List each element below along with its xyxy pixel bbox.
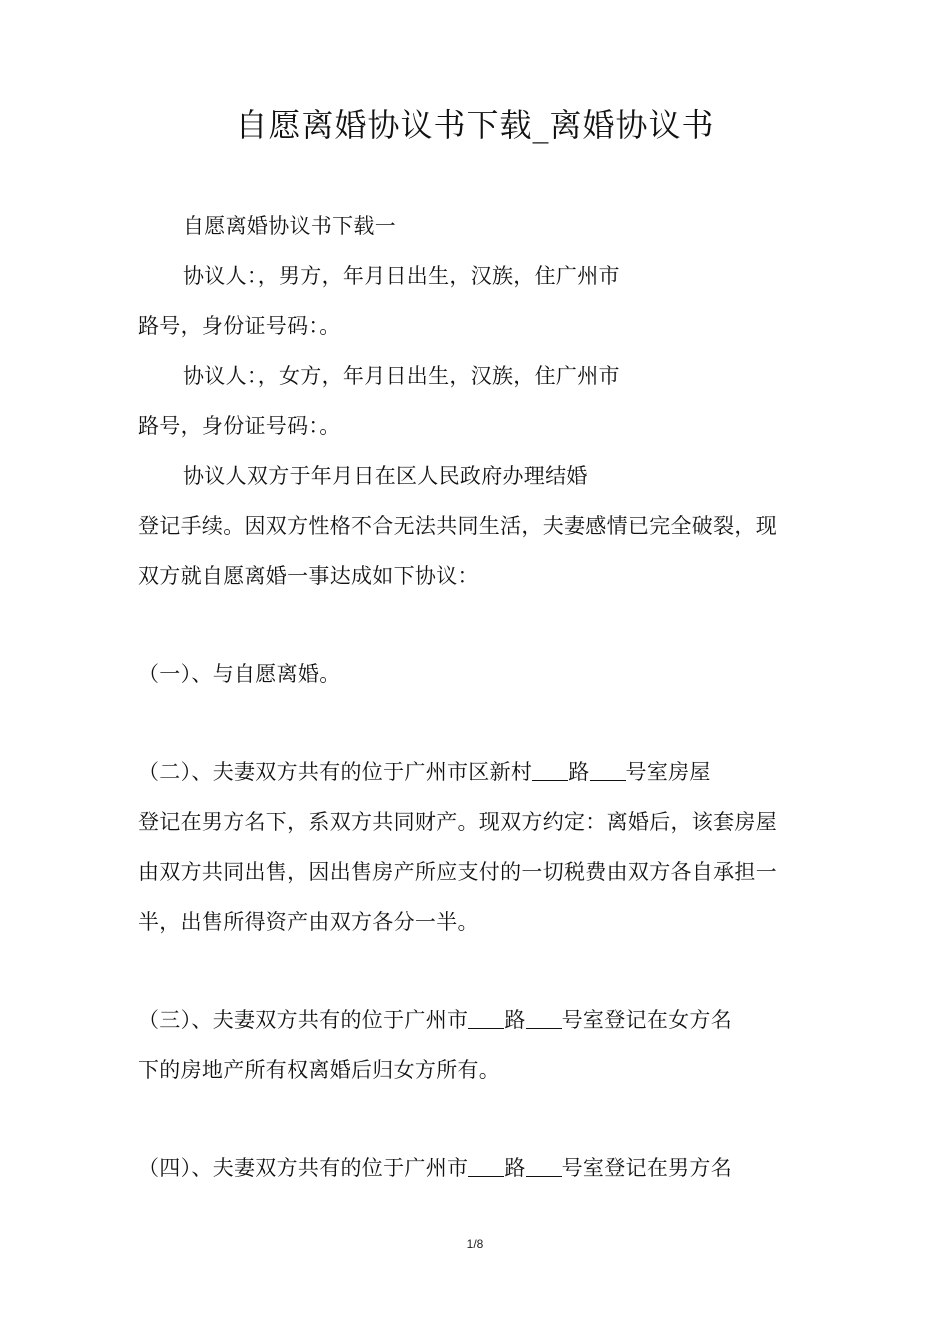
clause-2-text-road: 路 — [568, 760, 590, 784]
clause-3-text-start: （三）、夫妻双方共有的位于广州市 — [138, 1008, 469, 1032]
party-wife-address-line: 路号，身份证号码：。 — [138, 414, 341, 438]
clause-4 — [138, 1153, 732, 1183]
paragraph-line: 由双方共同出售，因出售房产所应支付的一切税费由双方各自承担一 — [138, 860, 777, 884]
clause-4-text-start: （四）、夫妻双方共有的位于广州市 — [138, 1156, 469, 1180]
clause-3-text-road: 路 — [504, 1008, 526, 1032]
blank-line — [526, 1006, 562, 1029]
paragraph-line: 半，出售所得资产由双方各分一半。 — [138, 910, 479, 934]
party-husband-line: 协议人：，男方，年月日出生，汉族，住广州市 — [183, 264, 620, 288]
clause-4-text-end: 号室登记在男方名 — [561, 1156, 733, 1180]
clause-1: （一）、与自愿离婚。 — [138, 662, 341, 686]
paragraph-line: 下的房地产所有权离婚后归女方所有。 — [138, 1058, 501, 1082]
section-heading: 自愿离婚协议书下载一 — [183, 214, 396, 238]
blank-line — [468, 1006, 504, 1029]
page-number: 1/8 — [466, 1237, 484, 1251]
clause-3 — [138, 1005, 732, 1035]
clause-4-text-road: 路 — [504, 1156, 526, 1180]
blank-line — [532, 758, 568, 781]
paragraph-line: 登记手续。因双方性格不合无法共同生活，夫妻感情已完全破裂，现 — [138, 514, 777, 538]
paragraph-line: 登记在男方名下，系双方共同财产。现双方约定：离婚后，该套房屋 — [138, 810, 777, 834]
document-title: 自愿离婚协议书下载_离婚协议书 — [235, 106, 715, 144]
blank-line — [526, 1154, 562, 1177]
party-wife-line: 协议人：，女方，年月日出生，汉族，住广州市 — [183, 364, 620, 388]
marriage-registration-line: 协议人双方于年月日在区人民政府办理结婚 — [183, 464, 588, 488]
clause-2-text-start: （二）、夫妻双方共有的位于广州市区新村 — [138, 760, 533, 784]
paragraph-line: 双方就自愿离婚一事达成如下协议： — [138, 564, 479, 588]
blank-line — [590, 758, 626, 781]
blank-line — [468, 1154, 504, 1177]
clause-2 — [138, 757, 711, 787]
clause-2-text-end: 号室房屋 — [625, 760, 711, 784]
party-husband-address-line: 路号，身份证号码：。 — [138, 314, 341, 338]
clause-3-text-end: 号室登记在女方名 — [561, 1008, 733, 1032]
